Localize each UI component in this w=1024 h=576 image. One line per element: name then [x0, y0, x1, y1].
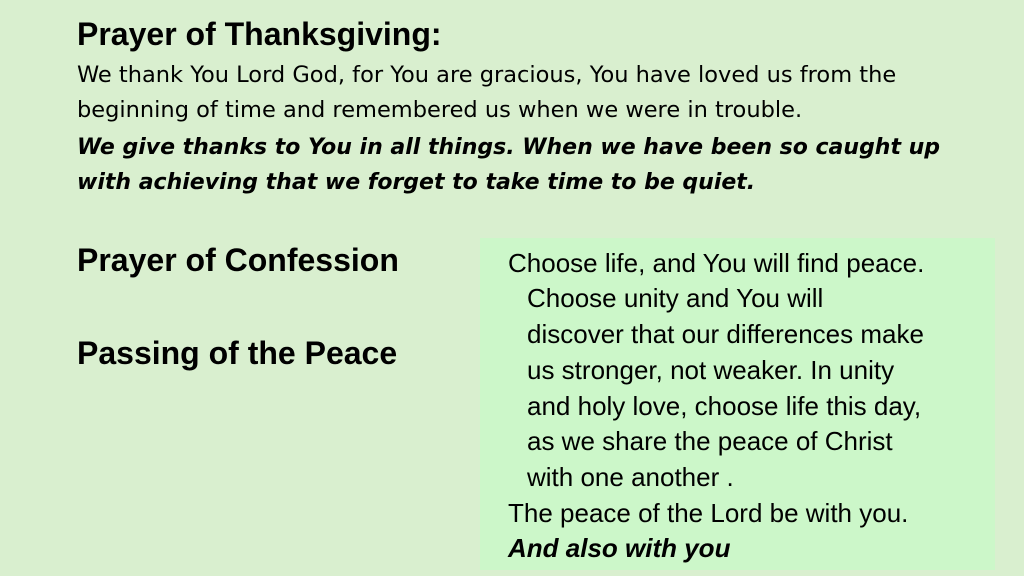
peace-response: And also with you [508, 533, 731, 563]
thanksgiving-line-2: beginning of time and remembered us when we were in trouble. [77, 97, 803, 123]
thanksgiving-title: Prayer of Thanksgiving: [77, 16, 442, 52]
peace-greeting: The peace of the Lord be with you. [508, 498, 909, 528]
thanksgiving-line-1: We thank You Lord God, for You are gracious, You have loved us from the [77, 62, 897, 88]
thanksgiving-response-line-1: We give thanks to You in all things. When we have been so caught up [77, 135, 941, 160]
thanksgiving-response-line-2: with achieving that we forget to take time to be quiet. [77, 170, 756, 195]
peace-line-2: Choose unity and You will [527, 283, 824, 313]
peace-line-7: with one another . [527, 462, 734, 492]
peace-line-4: us stronger, not weaker. In unity [527, 355, 895, 385]
peace-line-1: Choose life, and You will find peace. [508, 248, 925, 278]
peace-line-5: and holy love, choose life this day, [527, 391, 922, 421]
peace-line-3: discover that our differences make [527, 319, 924, 349]
peace-line-6: as we share the peace of Christ [527, 426, 893, 456]
confession-title: Prayer of Confession [77, 242, 399, 278]
peace-title: Passing of the Peace [77, 335, 398, 371]
peace-text-box [480, 238, 995, 570]
